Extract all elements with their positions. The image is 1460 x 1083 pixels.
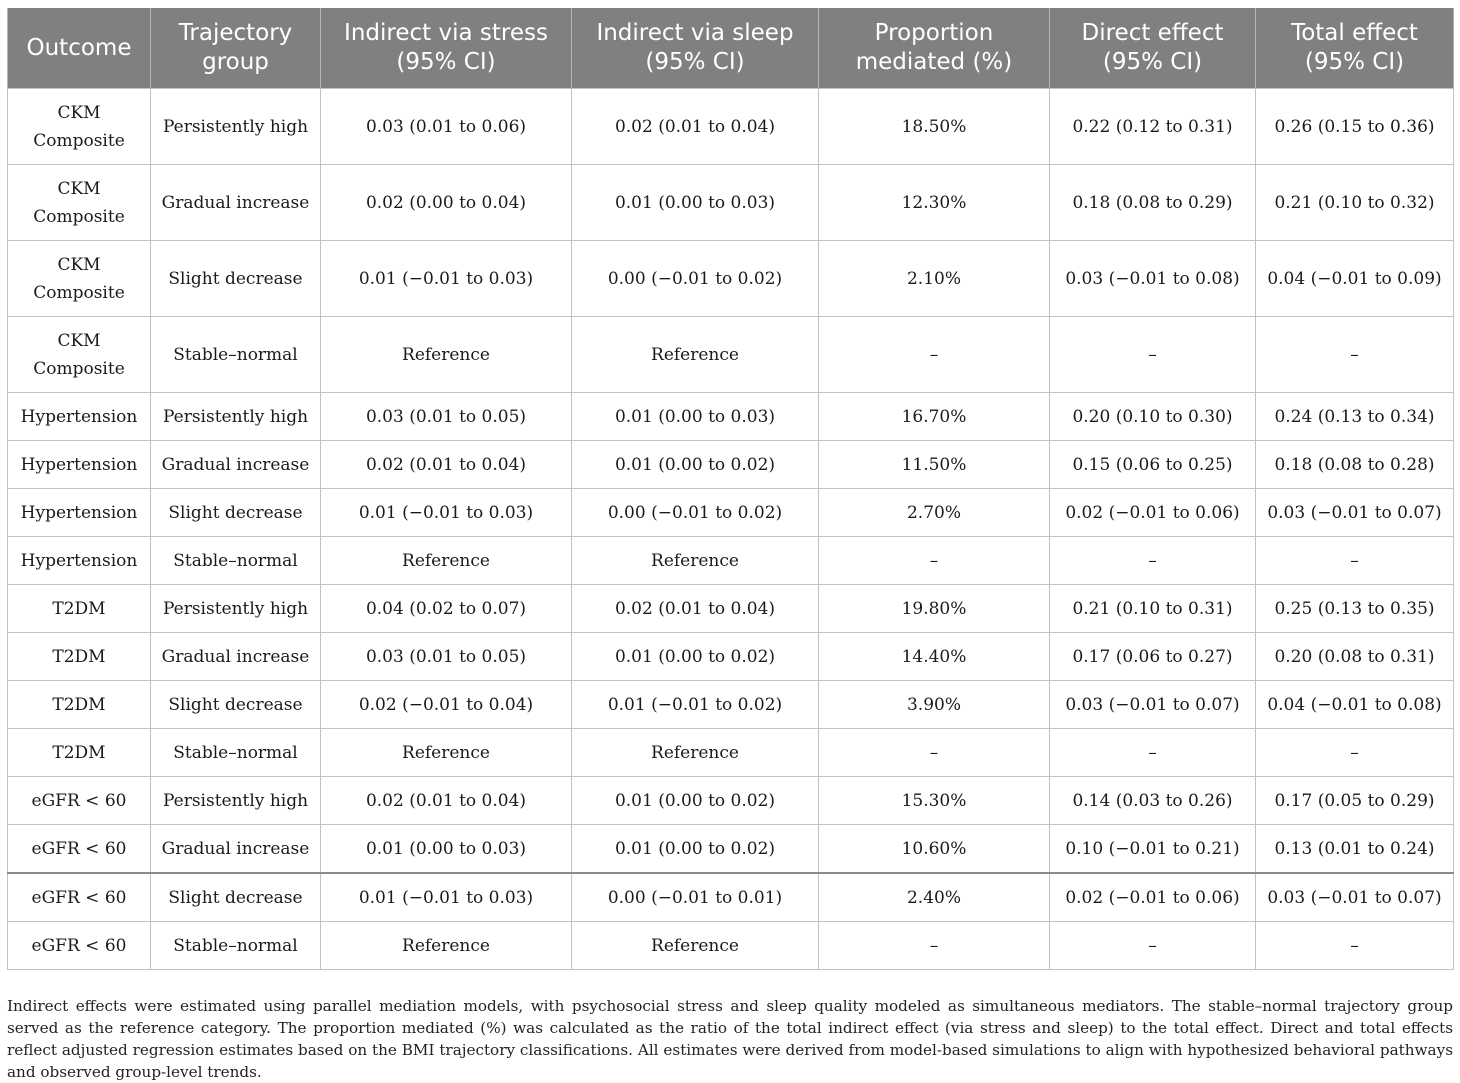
cell-outcome: Hypertension <box>8 393 151 441</box>
cell-proportion: – <box>819 317 1050 393</box>
cell-outcome: eGFR < 60 <box>8 825 151 874</box>
cell-proportion: 2.40% <box>819 873 1050 922</box>
cell-direct: 0.03 (−0.01 to 0.08) <box>1050 241 1256 317</box>
header-proportion-mediated: Proportion mediated (%) <box>819 8 1050 89</box>
cell-indirect-stress: 0.01 (0.00 to 0.03) <box>321 825 572 874</box>
cell-indirect-stress: 0.01 (−0.01 to 0.03) <box>321 241 572 317</box>
mediation-table <box>7 8 1454 970</box>
mediation-table-container <box>7 8 1453 970</box>
table-row <box>8 89 1454 165</box>
cell-total: 0.18 (0.08 to 0.28) <box>1256 441 1454 489</box>
cell-proportion: 2.70% <box>819 489 1050 537</box>
cell-indirect-sleep: 0.01 (0.00 to 0.02) <box>572 633 819 681</box>
cell-indirect-sleep: 0.01 (0.00 to 0.03) <box>572 165 819 241</box>
table-row <box>8 873 1454 922</box>
cell-proportion: 14.40% <box>819 633 1050 681</box>
cell-outcome: T2DM <box>8 633 151 681</box>
cell-outcome: T2DM <box>8 585 151 633</box>
cell-total: 0.17 (0.05 to 0.29) <box>1256 777 1454 825</box>
cell-indirect-sleep: 0.01 (−0.01 to 0.02) <box>572 681 819 729</box>
cell-direct: 0.10 (−0.01 to 0.21) <box>1050 825 1256 874</box>
table-row <box>8 317 1454 393</box>
table-row <box>8 585 1454 633</box>
cell-trajectory: Gradual increase <box>151 825 321 874</box>
table-row <box>8 922 1454 970</box>
cell-indirect-stress: 0.03 (0.01 to 0.05) <box>321 393 572 441</box>
cell-outcome: T2DM <box>8 729 151 777</box>
table-row <box>8 681 1454 729</box>
cell-indirect-sleep: 0.01 (0.00 to 0.02) <box>572 825 819 874</box>
cell-indirect-stress: Reference <box>321 537 572 585</box>
cell-indirect-stress: Reference <box>321 922 572 970</box>
cell-indirect-stress: Reference <box>321 729 572 777</box>
cell-indirect-stress: 0.02 (0.00 to 0.04) <box>321 165 572 241</box>
cell-indirect-sleep: Reference <box>572 922 819 970</box>
cell-trajectory: Stable–normal <box>151 922 321 970</box>
cell-trajectory: Gradual increase <box>151 165 321 241</box>
cell-total: 0.24 (0.13 to 0.34) <box>1256 393 1454 441</box>
cell-indirect-stress: 0.04 (0.02 to 0.07) <box>321 585 572 633</box>
cell-trajectory: Gradual increase <box>151 633 321 681</box>
cell-outcome: CKM Composite <box>8 165 151 241</box>
cell-total: 0.26 (0.15 to 0.36) <box>1256 89 1454 165</box>
cell-total: 0.04 (−0.01 to 0.09) <box>1256 241 1454 317</box>
cell-outcome: T2DM <box>8 681 151 729</box>
cell-indirect-sleep: 0.00 (−0.01 to 0.01) <box>572 873 819 922</box>
table-footnote: Indirect effects were estimated using parallel mediation models, with psychosocial stress and sleep quality modeled as simultaneous mediators. The stable–normal trajectory group served as the reference category. The proportion mediated (%) was calculated as the ratio of the total indirect effect (via stress and sleep) to the total effect. Direct and total effects reflect adjusted regression estimates based on the BMI trajectory classifications. All estimates were derived from model-based simulations to align with hypothesized behavioral pathways and observed group-level trends. <box>7 997 1453 1082</box>
cell-indirect-stress: 0.02 (0.01 to 0.04) <box>321 441 572 489</box>
cell-direct: – <box>1050 537 1256 585</box>
cell-indirect-sleep: 0.01 (0.00 to 0.02) <box>572 441 819 489</box>
cell-trajectory: Slight decrease <box>151 873 321 922</box>
cell-trajectory: Stable–normal <box>151 317 321 393</box>
cell-indirect-sleep: 0.02 (0.01 to 0.04) <box>572 585 819 633</box>
cell-trajectory: Slight decrease <box>151 489 321 537</box>
cell-outcome: eGFR < 60 <box>8 777 151 825</box>
cell-indirect-stress: 0.02 (0.01 to 0.04) <box>321 777 572 825</box>
cell-direct: 0.22 (0.12 to 0.31) <box>1050 89 1256 165</box>
cell-indirect-stress: Reference <box>321 317 572 393</box>
cell-trajectory: Stable–normal <box>151 729 321 777</box>
cell-proportion: 19.80% <box>819 585 1050 633</box>
cell-trajectory: Persistently high <box>151 393 321 441</box>
cell-total: 0.21 (0.10 to 0.32) <box>1256 165 1454 241</box>
cell-direct: – <box>1050 317 1256 393</box>
cell-trajectory: Persistently high <box>151 89 321 165</box>
cell-direct: 0.02 (−0.01 to 0.06) <box>1050 873 1256 922</box>
cell-total: 0.20 (0.08 to 0.31) <box>1256 633 1454 681</box>
cell-direct: 0.17 (0.06 to 0.27) <box>1050 633 1256 681</box>
cell-direct: 0.21 (0.10 to 0.31) <box>1050 585 1256 633</box>
table-header-row <box>8 8 1454 89</box>
cell-trajectory: Persistently high <box>151 585 321 633</box>
cell-total: 0.03 (−0.01 to 0.07) <box>1256 489 1454 537</box>
cell-proportion: 2.10% <box>819 241 1050 317</box>
cell-total: 0.03 (−0.01 to 0.07) <box>1256 873 1454 922</box>
cell-total: – <box>1256 922 1454 970</box>
cell-proportion: 18.50% <box>819 89 1050 165</box>
table-row <box>8 777 1454 825</box>
cell-proportion: – <box>819 537 1050 585</box>
table-row <box>8 441 1454 489</box>
cell-indirect-stress: 0.02 (−0.01 to 0.04) <box>321 681 572 729</box>
cell-proportion: 10.60% <box>819 825 1050 874</box>
cell-trajectory: Stable–normal <box>151 537 321 585</box>
cell-indirect-stress: 0.01 (−0.01 to 0.03) <box>321 873 572 922</box>
header-total-effect: Total effect (95% CI) <box>1256 8 1454 89</box>
cell-total: – <box>1256 537 1454 585</box>
cell-indirect-sleep: Reference <box>572 537 819 585</box>
cell-trajectory: Persistently high <box>151 777 321 825</box>
cell-outcome: Hypertension <box>8 537 151 585</box>
cell-indirect-sleep: 0.00 (−0.01 to 0.02) <box>572 241 819 317</box>
cell-outcome: Hypertension <box>8 441 151 489</box>
header-outcome: Outcome <box>8 8 151 89</box>
cell-outcome: eGFR < 60 <box>8 922 151 970</box>
cell-indirect-sleep: 0.01 (0.00 to 0.03) <box>572 393 819 441</box>
cell-indirect-sleep: Reference <box>572 729 819 777</box>
cell-outcome: CKM Composite <box>8 241 151 317</box>
header-indirect-stress: Indirect via stress (95% CI) <box>321 8 572 89</box>
table-row <box>8 489 1454 537</box>
cell-direct: 0.20 (0.10 to 0.30) <box>1050 393 1256 441</box>
cell-direct: 0.02 (−0.01 to 0.06) <box>1050 489 1256 537</box>
cell-proportion: 15.30% <box>819 777 1050 825</box>
cell-trajectory: Gradual increase <box>151 441 321 489</box>
cell-total: 0.04 (−0.01 to 0.08) <box>1256 681 1454 729</box>
cell-indirect-stress: 0.03 (0.01 to 0.06) <box>321 89 572 165</box>
cell-outcome: CKM Composite <box>8 89 151 165</box>
cell-direct: 0.18 (0.08 to 0.29) <box>1050 165 1256 241</box>
table-row <box>8 165 1454 241</box>
cell-direct: 0.15 (0.06 to 0.25) <box>1050 441 1256 489</box>
table-row <box>8 393 1454 441</box>
table-row <box>8 825 1454 874</box>
table-row <box>8 633 1454 681</box>
cell-indirect-sleep: 0.01 (0.00 to 0.02) <box>572 777 819 825</box>
table-row <box>8 537 1454 585</box>
cell-indirect-sleep: 0.02 (0.01 to 0.04) <box>572 89 819 165</box>
cell-indirect-sleep: Reference <box>572 317 819 393</box>
cell-total: 0.25 (0.13 to 0.35) <box>1256 585 1454 633</box>
cell-trajectory: Slight decrease <box>151 681 321 729</box>
cell-total: – <box>1256 729 1454 777</box>
cell-total: – <box>1256 317 1454 393</box>
cell-proportion: 12.30% <box>819 165 1050 241</box>
cell-total: 0.13 (0.01 to 0.24) <box>1256 825 1454 874</box>
cell-proportion: – <box>819 729 1050 777</box>
cell-trajectory: Slight decrease <box>151 241 321 317</box>
table-row <box>8 241 1454 317</box>
cell-indirect-stress: 0.03 (0.01 to 0.05) <box>321 633 572 681</box>
cell-outcome: eGFR < 60 <box>8 873 151 922</box>
header-indirect-sleep: Indirect via sleep (95% CI) <box>572 8 819 89</box>
cell-proportion: 3.90% <box>819 681 1050 729</box>
cell-indirect-stress: 0.01 (−0.01 to 0.03) <box>321 489 572 537</box>
cell-direct: – <box>1050 922 1256 970</box>
cell-direct: – <box>1050 729 1256 777</box>
cell-proportion: 11.50% <box>819 441 1050 489</box>
cell-outcome: CKM Composite <box>8 317 151 393</box>
cell-outcome: Hypertension <box>8 489 151 537</box>
header-direct-effect: Direct effect (95% CI) <box>1050 8 1256 89</box>
cell-direct: 0.03 (−0.01 to 0.07) <box>1050 681 1256 729</box>
cell-proportion: – <box>819 922 1050 970</box>
cell-indirect-sleep: 0.00 (−0.01 to 0.02) <box>572 489 819 537</box>
header-trajectory-group: Trajectory group <box>151 8 321 89</box>
cell-proportion: 16.70% <box>819 393 1050 441</box>
table-row <box>8 729 1454 777</box>
cell-direct: 0.14 (0.03 to 0.26) <box>1050 777 1256 825</box>
